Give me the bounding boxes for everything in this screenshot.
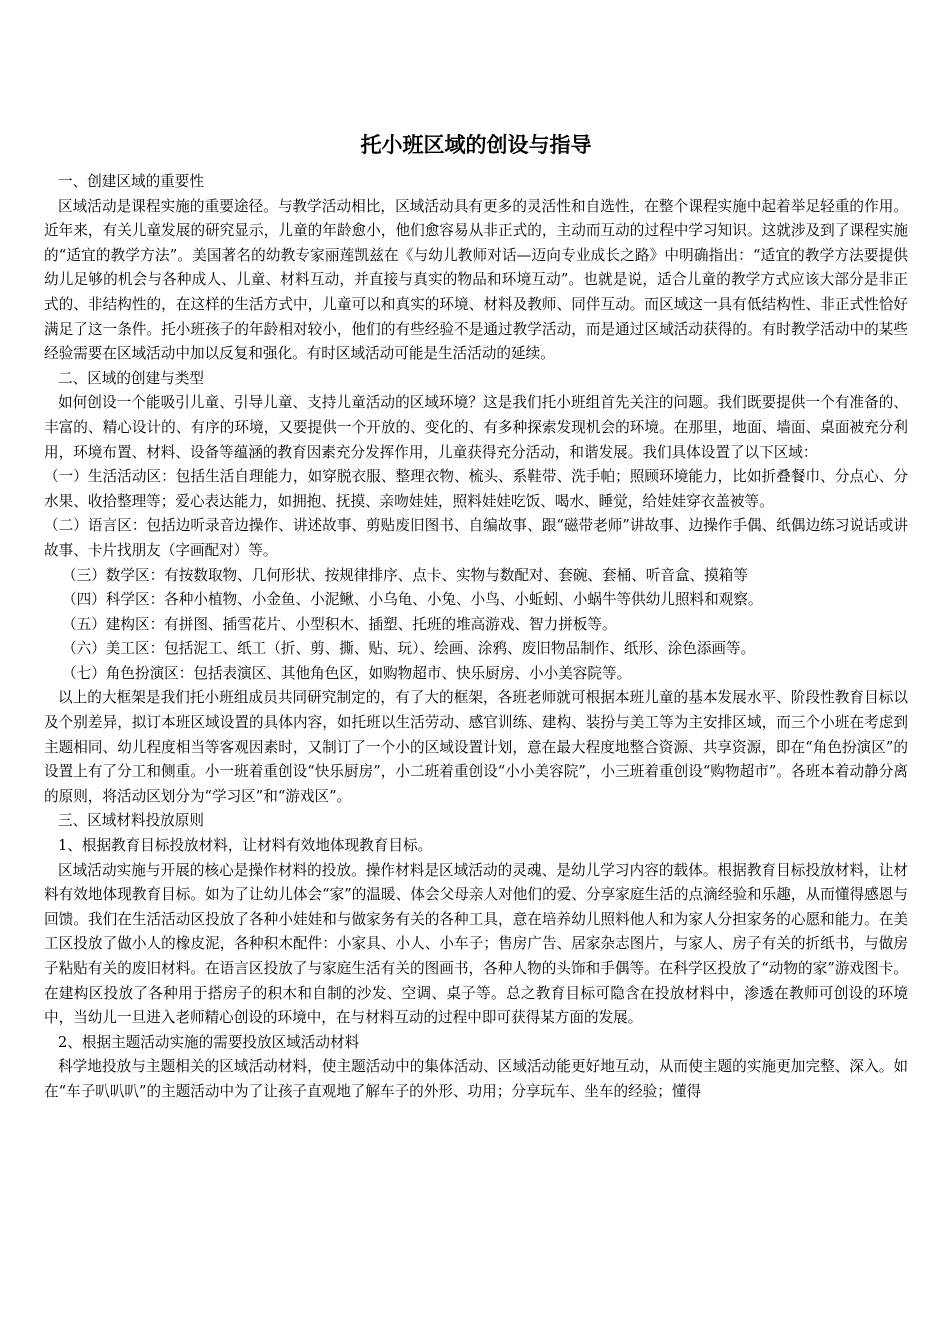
section-heading: 三、区域材料投放原则 <box>58 812 204 830</box>
section-heading: 二、区域的创建与类型 <box>58 369 204 387</box>
paragraph: 区域活动实施与开展的核心是操作材料的投放。操作材料是区域活动的灵魂、是幼儿学习内容的载体。根据教育目标投放材料，让材料有效地体现教育目标。如为了让幼儿体会“家”的温暖、体会父母亲人对他们的爱、分享家庭生活的点滴经验和乐趣，从而懂得感恩与回馈。我们在生活活动区投放了各种小娃娃和与做家务有关的各种工具，意在培养幼儿照料他人和为家人分担家务的心愿和能力。在美工区投放了做小人的橡皮泥，各种积木配件：小家具、小人、小车子；售房广告、居家杂志图片，与家人、房子有关的折纸书，与做房子粘贴有关的废旧材料。在语言区投放了与家庭生活有关的图画书，各种人物的头饰和手偶等。在科学区投放了“动物的家”游戏图卡。在建构区投放了各种用于搭房子的积木和自制的沙发、空调、桌子等。总之教育目标可隐含在投放材料中，渗透在教师可创设的环境中，当幼儿一旦进入老师精心创设的环境中，在与材料互动的过程中即可获得某方面的发展。 <box>44 861 908 1027</box>
subsection-heading: 1、根据教育目标投放材料，让材料有效地体现教育目标。 <box>58 837 433 855</box>
paragraph: 如何创设一个能吸引儿童、引导儿童、支持儿童活动的区域环境？这是我们托小班组首先关注的问题。我们既要提供一个有准备的、丰富的、精心设计的、有序的环境，又要提供一个开放的、变化的、有多种探索发现机会的环境。在那里，地面、墙面、桌面被充分利用，环境布置、材料、设备等蕴涵的教育因素充分发挥作用，儿童获得充分活动，和谐发展。我们具体设置了以下区域： <box>44 394 908 461</box>
paragraph: 区域活动是课程实施的重要途径。与教学活动相比，区域活动具有更多的灵活性和自选性，在整个课程实施中起着举足轻重的作用。近年来，有关儿童发展的研究显示，儿童的年龄愈小，他们愈容易从非正式的，主动而互动的过程中学习知识。这就涉及到了课程实施的“适宜的教学方法”。美国著名的幼教专家丽莲凯兹在《与幼儿教师对话—迈向专业成长之路》中明确指出：“适宜的教学方法要提供幼儿足够的机会与各种成人、儿童、材料互动，并直接与真实的物品和环境互动”。也就是说，适合儿童的教学方式应该大部分是非正式的、非结构性的，在这样的生活方式中，儿童可以和真实的环境、材料及教师、同伴互动。而区域这一具有低结构性、非正式性恰好满足了这一条件。托小班孩子的年龄相对较小，他们的有些经验不是通过教学活动，而是通过区域活动获得的。有时教学活动中的某些经验需要在区域活动中加以反复和强化。有时区域活动可能是生活活动的延续。 <box>44 197 908 363</box>
section-heading: 一、创建区域的重要性 <box>58 173 204 190</box>
document-page <box>44 128 908 1105</box>
paragraph: 以上的大框架是我们托小班组成员共同研究制定的，有了大的框架，各班老师就可根据本班儿童的基本发展水平、阶段性教育目标以及个别差异，拟订本班区域设置的具体内容，如托班以生活劳动、感官训练、建构、装扮与美工等为主安排区域，而三个小班在考虑到主题相同、幼儿程度相当等客观因素时，又制订了一个小的区域设置计划，意在最大程度地整合资源、共享资源，即在“角色扮演区”的设置上有了分工和侧重。小一班着重创设“快乐厨房”，小二班着重创设“小小美容院”，小三班着重创设“购物超市”。各班本着动静分离的原则，将活动区划分为“学习区”和“游戏区”。 <box>44 689 908 805</box>
list-item: （三）数学区：有按数取物、几何形状、按规律排序、点卡、实物与数配对、套碗、套桶、听音盒、摸箱等 <box>62 566 748 584</box>
list-item: （六）美工区：包括泥工、纸工（折、剪、撕、贴、玩）、绘画、涂鸦、废旧物品制作、纸形、涂色添画等。 <box>62 640 756 658</box>
list-item: （一）生活活动区：包括生活自理能力，如穿脱衣服、整理衣物、梳头、系鞋带、洗手帕；照顾环境能力，比如折叠餐巾、分点心、分水果、收拾整理等；爱心表达能力，如拥抱、抚摸、亲吻娃娃，照料娃娃吃饭、喝水、睡觉，给娃娃穿衣盖被等。 <box>44 468 908 510</box>
list-item: （二）语言区：包括边听录音边操作、讲述故事、剪贴废旧图书、自编故事、跟“磁带老师”讲故事、边操作手偶、纸偶边练习说话或讲故事、卡片找朋友（字画配对）等。 <box>44 517 908 559</box>
document-title: 托小班区域的创设与指导 <box>360 132 592 157</box>
list-item: （五）建构区：有拼图、插雪花片、小型积木、插塑、托班的堆高游戏、智力拼板等。 <box>62 615 617 633</box>
list-item: （七）角色扮演区：包括表演区、其他角色区，如购物超市、快乐厨房、小小美容院等。 <box>62 664 632 682</box>
subsection-heading: 2、根据主题活动实施的需要投放区域活动材料 <box>58 1033 360 1051</box>
list-item: （四）科学区：各种小植物、小金鱼、小泥鳅、小乌龟、小兔、小鸟、小蚯蚓、小蜗牛等供幼儿照料和观察。 <box>62 591 763 609</box>
paragraph: 科学地投放与主题相关的区域活动材料，使主题活动中的集体活动、区域活动能更好地互动，从而使主题的实施更加完整、深入。如在“车子叭叭叭”的主题活动中为了让孩子直观地了解车子的外形、功用；分享玩车、坐车的经验；懂得 <box>44 1058 908 1100</box>
